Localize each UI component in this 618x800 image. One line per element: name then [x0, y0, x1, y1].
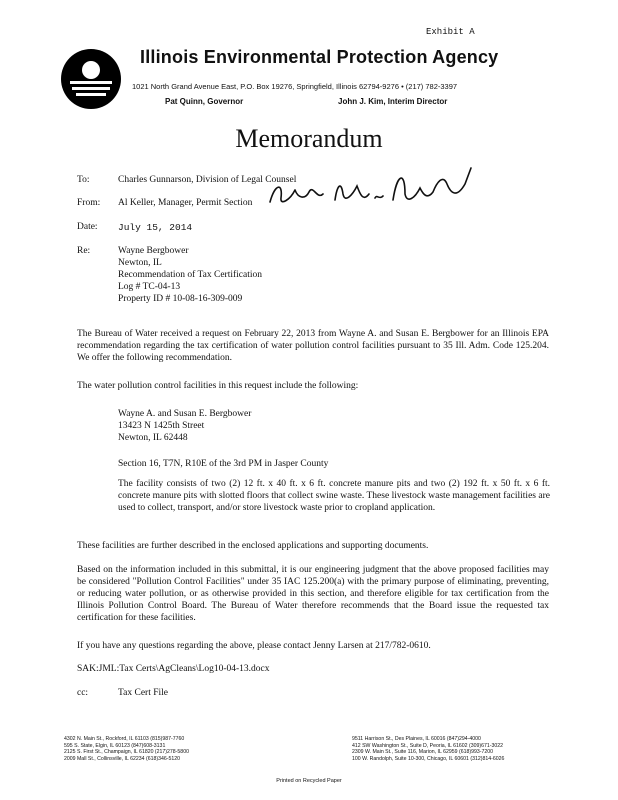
owner-line: Wayne A. and Susan E. Bergbower	[118, 409, 252, 419]
iepa-logo	[60, 48, 122, 110]
director-name: John J. Kim, Interim Director	[338, 97, 448, 106]
re-line: Newton, IL	[118, 258, 162, 268]
judgment-paragraph: Based on the information included in this submittal, it is our engineering judgment that the above proposed facilities may be considered "Pollution Control Facilities" under 35 IAC 125.200(a) with the primary purpose of eliminating, preventing, or reducing water pollution, or as otherwise provided in this section, and therefore eligible for tax certification from the Illinois Pollution Control Board. The Bureau of Water therefore recommends that the Board issue the requested tax certification for these facilities.	[77, 565, 549, 623]
footer-office: 595 S. State, Elgin, IL 60123 (847)608-3131	[64, 742, 166, 749]
cc-value: Tax Cert File	[118, 688, 168, 698]
exhibit-label: Exhibit A	[426, 27, 475, 37]
governor-name: Pat Quinn, Governor	[165, 97, 244, 106]
footer-office: 9511 Harrison St., Des Plaines, IL 60016 (847)294-4000	[352, 736, 481, 742]
to-value: Charles Gunnarson, Division of Legal Counsel	[118, 175, 297, 185]
cc-label: cc:	[77, 688, 89, 698]
footer-office: 2009 Mall St., Collinsville, IL 62234 (618)346-5120	[64, 755, 181, 762]
footer-offices-left	[64, 736, 189, 762]
owner-line: Newton, IL 62448	[118, 433, 188, 443]
intro-paragraph: The Bureau of Water received a request on February 22, 2013 from Wayne A. and Susan E. Bergbower for an Illinois EPA recommendation regarding the tax certification of water pollution control facilities pursuant to 35 Ill. Adm. Code 125.204. We offer the following recommendation.	[77, 329, 549, 363]
from-label: From:	[77, 198, 101, 208]
facilities-intro: The water pollution control facilities in this request include the following:	[77, 381, 359, 391]
footer-offices-right	[352, 736, 504, 762]
re-line: Wayne Bergbower	[118, 246, 189, 256]
footer-office: 2309 W. Main St., Suite 116, Marion, IL 62959 (618)993-7200	[352, 749, 494, 756]
re-line: Log # TC-04-13	[118, 282, 181, 292]
recycled-note: Printed on Recycled Paper	[276, 778, 342, 784]
re-label: Re:	[77, 246, 91, 256]
date-label: Date:	[77, 222, 98, 232]
re-line: Property ID # 10-08-16-309-009	[118, 294, 243, 304]
to-label: To:	[77, 175, 90, 185]
agency-name: Illinois Environmental Protection Agency	[140, 47, 499, 67]
footer-office: 2125 S. First St., Champaign, IL 61820 (217)278-5800	[64, 749, 189, 756]
footer-office: 412 SW Washington St., Suite D, Peoria, IL 61602 (309)671-3022	[352, 742, 504, 749]
contact-paragraph: If you have any questions regarding the above, please contact Jenny Larsen at 217/782-0610.	[77, 641, 431, 651]
file-path: SAK:JML:Tax Certs\AgCleans\Log10-04-13.docx	[77, 664, 270, 674]
owner-line: 13423 N 1425th Street	[118, 421, 205, 431]
footer-office: 100 W. Randolph, Suite 10-300, Chicago, IL 60601 (312)814-6026	[352, 755, 505, 762]
footer-office: 4302 N. Main St., Rockford, IL 61103 (815)987-7760	[64, 736, 185, 742]
memo-title: Memorandum	[235, 124, 383, 153]
agency-address: 1021 North Grand Avenue East, P.O. Box 19276, Springfield, Illinois 62794-9276 • (217) 782-3397	[132, 82, 458, 91]
legal-location: Section 16, T7N, R10E of the 3rd PM in Jasper County	[118, 459, 329, 469]
signature	[265, 164, 475, 212]
from-value: Al Keller, Manager, Permit Section	[118, 198, 253, 208]
re-line: Recommendation of Tax Certification	[118, 270, 262, 280]
facility-description: The facility consists of two (2) 12 ft. x 40 ft. x 6 ft. concrete manure pits and two (2) 192 ft. x 50 ft. x 6 ft. concrete manure pits with slotted floors that collect swine waste. These livestock waste management facilities are used to collect, transport, and/or store livestock waste prior to cropland application.	[118, 479, 550, 513]
further-described: These facilities are further described in the enclosed applications and supporting documents.	[77, 541, 429, 551]
date-value: July 15, 2014	[118, 222, 193, 233]
